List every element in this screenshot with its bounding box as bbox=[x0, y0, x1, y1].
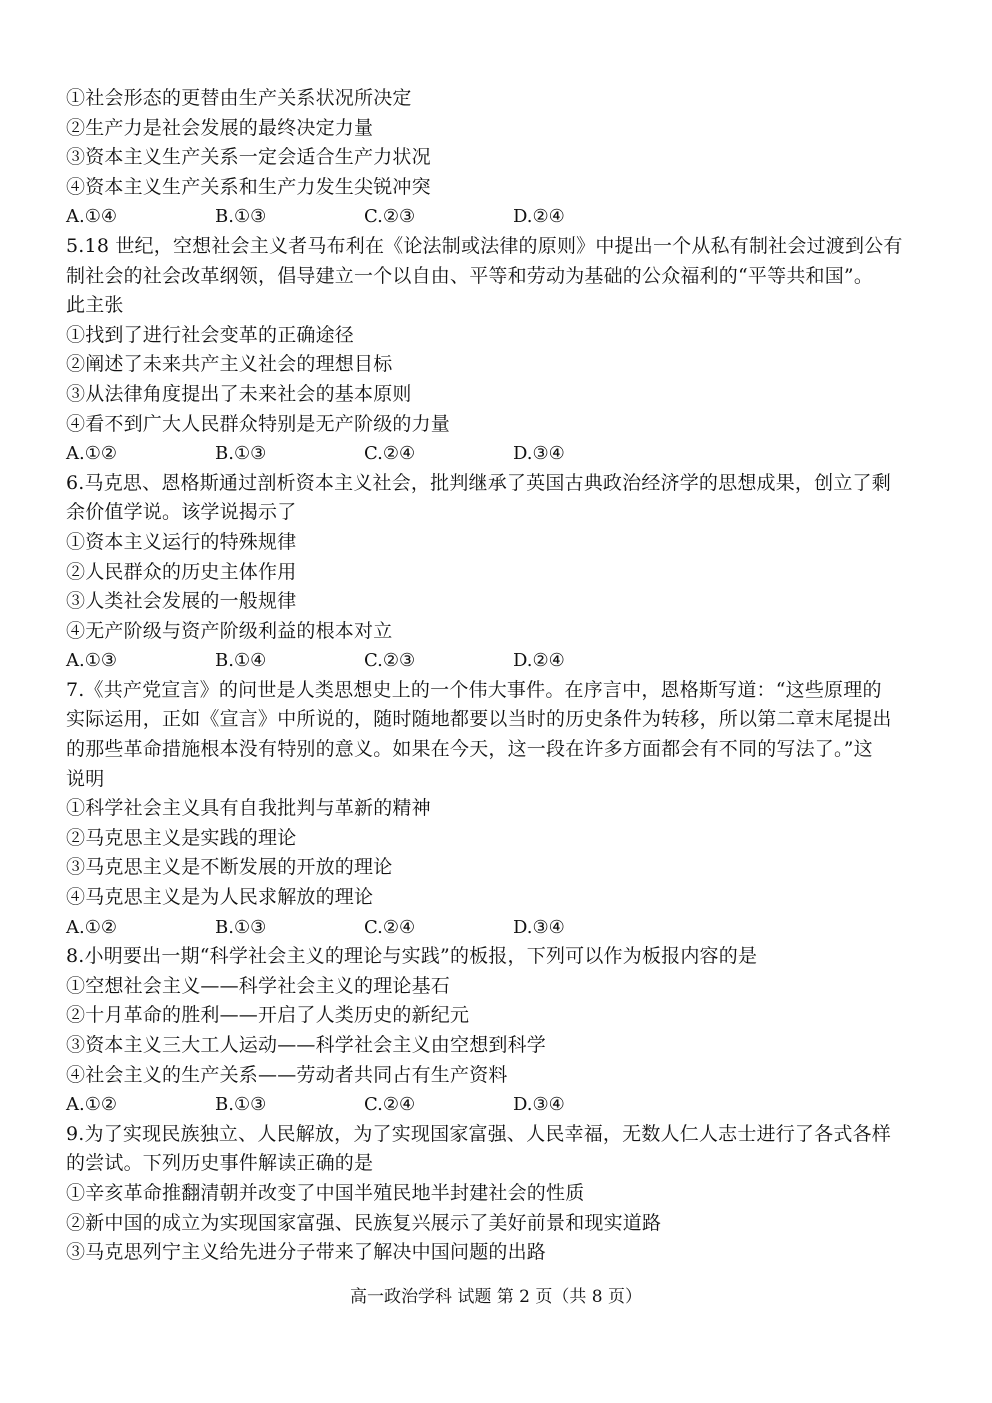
q5-option-3: ③从法律角度提出了未来社会的基本原则 bbox=[66, 382, 412, 405]
q5-option-1: ①找到了进行社会变革的正确途径 bbox=[66, 323, 355, 346]
q8-option-4: ④社会主义的生产关系——劳动者共同占有生产资料 bbox=[66, 1063, 508, 1086]
q5-stem-line-1: 5.18 世纪，空想社会主义者马布利在《论法制或法律的原则》中提出一个从私有制社会过渡到公有 bbox=[66, 234, 903, 257]
q4-choice-b: B.①③ bbox=[215, 206, 267, 228]
q4-option-2: ②生产力是社会发展的最终决定力量 bbox=[66, 116, 374, 139]
q7-choice-b: B.①③ bbox=[215, 916, 267, 938]
q6-option-4: ④无产阶级与资产阶级利益的根本对立 bbox=[66, 619, 393, 642]
q7-stem-line-4: 说明 bbox=[66, 767, 105, 790]
q6-option-1: ①资本主义运行的特殊规律 bbox=[66, 530, 297, 553]
q4-choice-c: C.②③ bbox=[364, 206, 416, 228]
question-4 bbox=[66, 84, 930, 232]
q9-option-1: ①辛亥革命推翻清朝并改变了中国半殖民地半封建社会的性质 bbox=[66, 1181, 585, 1204]
q4-answer-choices bbox=[66, 202, 930, 232]
q6-choice-b: B.①④ bbox=[215, 650, 267, 672]
q8-choice-a: A.①② bbox=[66, 1094, 117, 1116]
q8-option-3: ③资本主义三大工人运动——科学社会主义由空想到科学 bbox=[66, 1034, 547, 1056]
q7-stem-line-1: 7.《共产党宣言》的问世是人类思想史上的一个伟大事件。在序言中，恩格斯写道：“这些原理的 bbox=[66, 678, 882, 701]
q7-answer-choices bbox=[66, 913, 930, 943]
q8-choice-c: C.②④ bbox=[364, 1094, 416, 1116]
q9-option-3: ③马克思列宁主义给先进分子带来了解决中国问题的出路 bbox=[66, 1241, 547, 1264]
q7-option-3: ③马克思主义是不断发展的开放的理论 bbox=[66, 856, 393, 879]
q5-choice-c: C.②④ bbox=[364, 443, 416, 465]
q7-choice-a: A.①② bbox=[66, 916, 117, 938]
q6-stem-line-1: 6.马克思、恩格斯通过剖析资本主义社会，批判继承了英国古典政治经济学的思想成果，创立了剩 bbox=[66, 471, 891, 494]
q8-choice-b: B.①③ bbox=[215, 1094, 267, 1116]
question-8 bbox=[66, 942, 930, 1120]
q7-choice-d: D.③④ bbox=[513, 916, 565, 938]
q9-stem-line-1: 9.为了实现民族独立、人民解放，为了实现国家富强、人民幸福，无数人仁人志士进行了各式各样 bbox=[66, 1122, 891, 1145]
question-7 bbox=[66, 676, 930, 942]
question-9 bbox=[66, 1120, 930, 1268]
q5-stem-line-2: 制社会的社会改革纲领，倡导建立一个以自由、平等和劳动为基础的公众福利的“平等共和国”。 bbox=[66, 264, 874, 287]
q4-option-4: ④资本主义生产关系和生产力发生尖锐冲突 bbox=[66, 175, 431, 198]
q5-choice-b: B.①③ bbox=[215, 443, 267, 465]
q6-choice-c: C.②③ bbox=[364, 650, 416, 672]
q6-choice-d: D.②④ bbox=[513, 650, 565, 672]
q8-option-2: ②十月革命的胜利——开启了人类历史的新纪元 bbox=[66, 1004, 470, 1027]
page-footer: 高一政治学科 试题 第 2 页（共 8 页） bbox=[349, 1287, 643, 1307]
question-5 bbox=[66, 232, 930, 469]
q5-choice-d: D.③④ bbox=[513, 443, 565, 465]
q5-stem-line-3: 此主张 bbox=[66, 294, 124, 317]
q5-answer-choices bbox=[66, 439, 930, 469]
q7-option-2: ②马克思主义是实践的理论 bbox=[66, 826, 297, 849]
q4-choice-d: D.②④ bbox=[513, 206, 565, 228]
q4-choice-a: A.①④ bbox=[66, 206, 117, 228]
q6-answer-choices bbox=[66, 646, 930, 676]
q8-stem-line-1: 8.小明要出一期“科学社会主义的理论与实践”的板报，下列可以作为板报内容的是 bbox=[66, 945, 758, 968]
q6-stem-line-2: 余价值学说。该学说揭示了 bbox=[66, 501, 297, 524]
q7-stem-line-3: 的那些革命措施根本没有特别的意义。如果在今天，这一段在许多方面都会有不同的写法了。”这 bbox=[66, 738, 873, 761]
q9-stem-line-2: 的尝试。下列历史事件解读正确的是 bbox=[66, 1152, 374, 1175]
exam-page bbox=[66, 84, 930, 1268]
q7-option-1: ①科学社会主义具有自我批判与革新的精神 bbox=[66, 797, 431, 820]
q5-choice-a: A.①② bbox=[66, 443, 117, 465]
q9-option-2: ②新中国的成立为实现国家富强、民族复兴展示了美好前景和现实道路 bbox=[66, 1211, 662, 1234]
q5-option-2: ②阐述了未来共产主义社会的理想目标 bbox=[66, 353, 393, 376]
q4-option-1: ①社会形态的更替由生产关系状况所决定 bbox=[66, 87, 412, 109]
q4-option-3: ③资本主义生产关系一定会适合生产力状况 bbox=[66, 146, 431, 169]
q8-option-1: ①空想社会主义——科学社会主义的理论基石 bbox=[66, 974, 451, 997]
question-6 bbox=[66, 469, 930, 676]
q7-choice-c: C.②④ bbox=[364, 916, 416, 938]
q6-choice-a: A.①③ bbox=[66, 650, 117, 672]
q6-option-3: ③人类社会发展的一般规律 bbox=[66, 590, 297, 613]
q6-option-2: ②人民群众的历史主体作用 bbox=[66, 560, 297, 583]
q7-stem-line-2: 实际运用，正如《宣言》中所说的，随时随地都要以当时的历史条件为转移，所以第二章末尾提出 bbox=[66, 708, 892, 731]
q8-choice-d: D.③④ bbox=[513, 1094, 565, 1116]
q5-option-4: ④看不到广大人民群众特别是无产阶级的力量 bbox=[66, 412, 451, 435]
q7-option-4: ④马克思主义是为人民求解放的理论 bbox=[66, 886, 374, 909]
q8-answer-choices bbox=[66, 1090, 930, 1120]
